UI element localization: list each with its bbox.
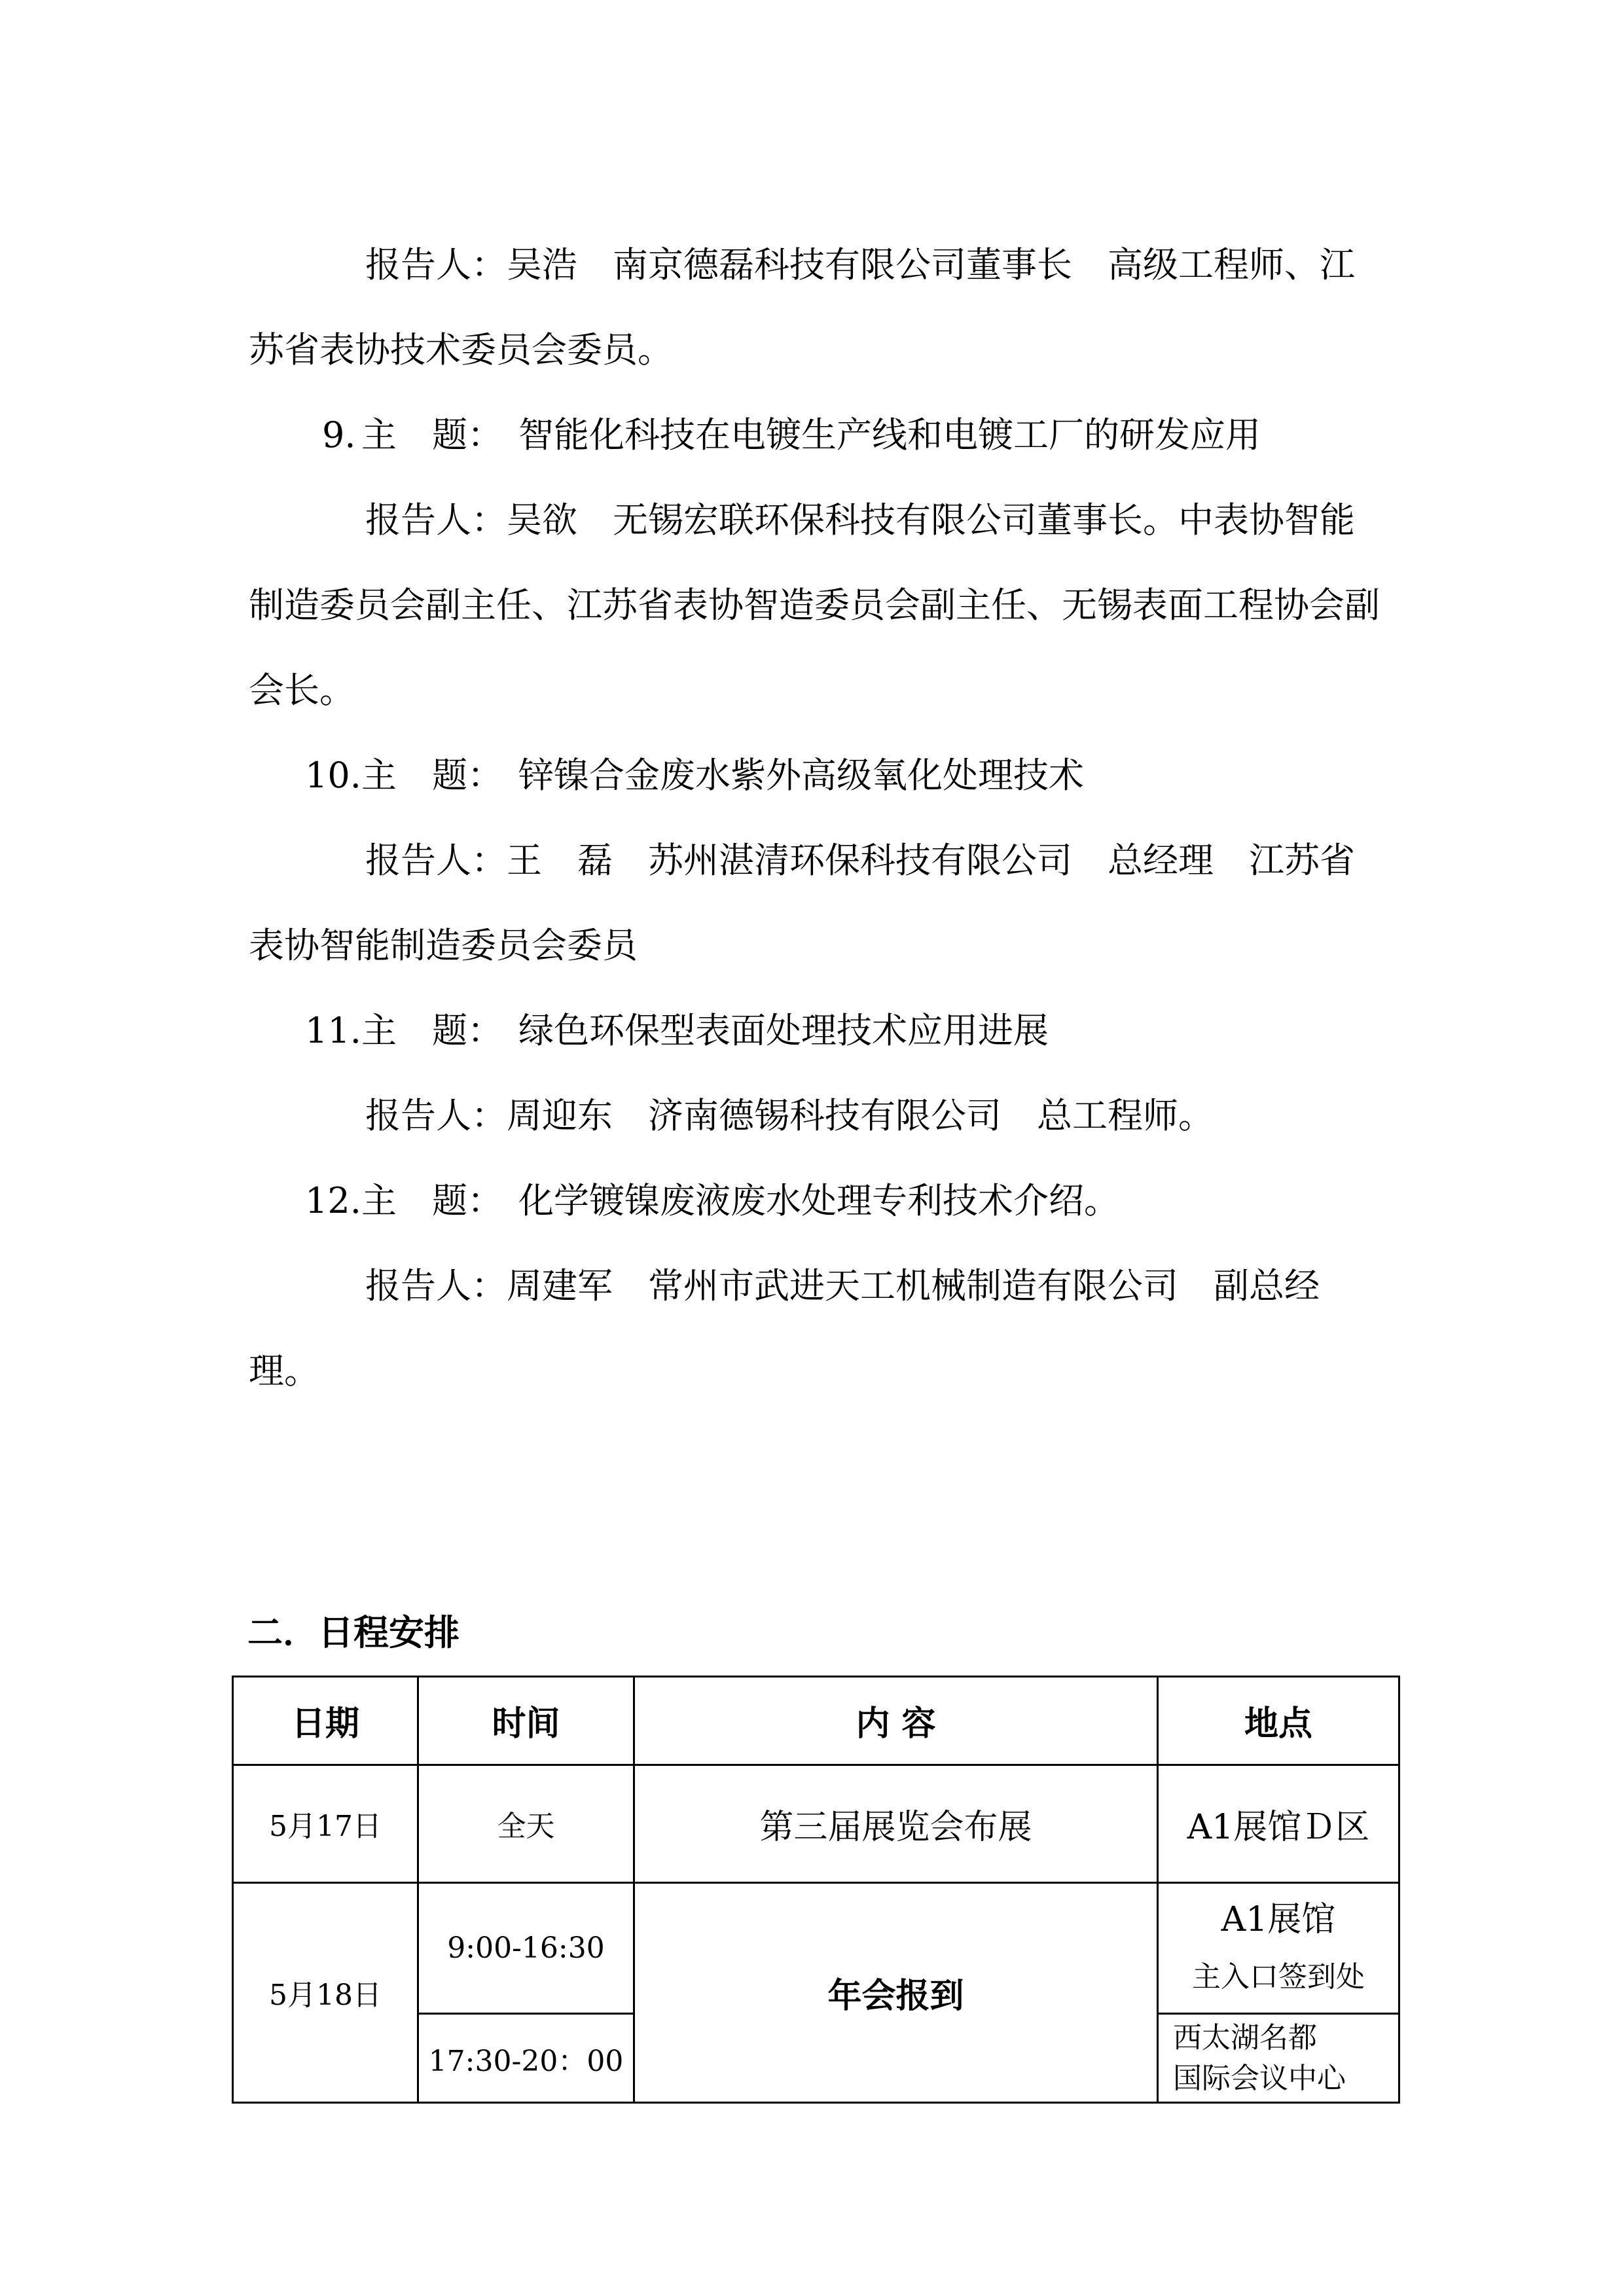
row2-content: 年会报到 [634, 1882, 1158, 2102]
row2-place-a [1158, 1882, 1399, 2013]
row2-place-a-line2: 主入口签到处 [1192, 1960, 1365, 1994]
item12-topic: 化学镀镍废液废水处理专利技术介绍。 [518, 1180, 1119, 1221]
item10-topic: 锌镍合金废水紫外高级氧化处理技术 [518, 755, 1084, 796]
header-content: 内 容 [634, 1677, 1158, 1765]
item10-topic-row [249, 733, 1388, 818]
item10-reporter: 报告人：王 磊 苏州湛清环保科技有限公司 总经理 江苏省表协智能制造委员会委员 [249, 840, 1355, 966]
schedule-table [232, 1676, 1400, 2104]
item8-reporter: 报告人：吴浩 南京德磊科技有限公司董事长 高级工程师、江苏省表协技术委员会委员。 [249, 244, 1355, 370]
row2-place-b [1158, 2014, 1399, 2103]
item11-reporter: 报告人：周迎东 济南德锡科技有限公司 总工程师。 [365, 1095, 1214, 1136]
item10-label: 主 题： [361, 755, 503, 796]
row2-place-a-line1: A1展馆 [1221, 1899, 1336, 1939]
table-row [233, 1765, 1399, 1882]
header-place: 地点 [1158, 1677, 1399, 1765]
item11-topic-row [249, 988, 1388, 1073]
header-time: 时间 [418, 1677, 634, 1765]
row1-date: 5月17日 [233, 1765, 418, 1882]
header-date: 日期 [233, 1677, 418, 1765]
row2-place-b-line1: 西太湖名都 [1173, 2020, 1317, 2054]
row1-time: 全天 [418, 1765, 634, 1882]
item10-number: 10. [305, 755, 361, 796]
item9-topic: 智能化科技在电镀生产线和电镀工厂的研发应用 [518, 414, 1261, 456]
row1-place: A1展馆Ｄ区 [1158, 1765, 1399, 1882]
schedule-header-row [233, 1677, 1399, 1765]
item12-label: 主 题： [361, 1180, 503, 1221]
section-title-schedule: 二．日程安排 [247, 1612, 460, 1653]
item12-number: 12. [305, 1180, 361, 1221]
item9-number: 9. [322, 414, 356, 456]
item9-label: 主 题： [361, 414, 503, 456]
item11-topic: 绿色环保型表面处理技术应用进展 [518, 1010, 1049, 1051]
row1-content: 第三届展览会布展 [634, 1765, 1158, 1882]
item9-reporter: 报告人：吴欲 无锡宏联环保科技有限公司董事长。中表协智能制造委员会副主任、江苏省表协智造委员会副主任、无锡表面工程协会副会长。 [249, 499, 1380, 711]
row2-date: 5月18日 [233, 1882, 418, 2102]
item12-topic-row [249, 1158, 1388, 1244]
row2-time-a: 9:00-16:30 [418, 1882, 634, 2013]
item12-reporter: 报告人：周建军 常州市武进天工机械制造有限公司 副总经理。 [249, 1265, 1320, 1391]
row2-place-b-line2: 国际会议中心 [1173, 2061, 1346, 2095]
table-row [233, 1882, 1399, 2013]
item11-label: 主 题： [361, 1010, 503, 1051]
item11-number: 11. [305, 1010, 361, 1051]
row2-time-b: 17:30-20：00 [418, 2014, 634, 2103]
item9-topic-row [249, 393, 1388, 478]
